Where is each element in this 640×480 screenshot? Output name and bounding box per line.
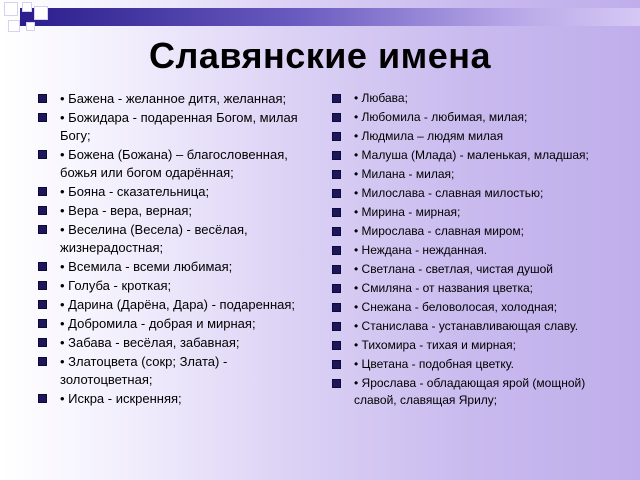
square-bullet-icon [38,150,47,159]
left-name-list [38,90,308,409]
square-bullet-icon [332,189,341,198]
list-item-text: • Бояна - сказательница; [60,184,210,199]
list-item [332,242,622,259]
list-item-text: • Всемила - всеми любимая; [60,259,233,274]
decor-square-icon [22,2,32,12]
list-item-text: • Божена (Божана) – благословенная, божья или богом одарённая; [60,147,288,180]
list-item-text: • Мирина - мирная; [354,205,461,219]
list-item-text: • Цветана - подобная цветку. [354,357,514,371]
square-bullet-icon [38,394,47,403]
square-bullet-icon [38,94,47,103]
list-item [332,223,622,240]
list-item-text: • Мирослава - славная миром; [354,224,524,238]
list-item-text: • Голуба - кроткая; [60,278,172,293]
list-item [38,277,308,295]
list-item [332,90,622,107]
list-item-text: • Искра - искренняя; [60,391,182,406]
square-bullet-icon [38,262,47,271]
list-item-text: • Станислава - устанавливающая славу. [354,319,579,333]
square-bullet-icon [38,113,47,122]
list-item [332,109,622,126]
list-item [38,334,308,352]
square-bullet-icon [332,151,341,160]
list-item [38,221,308,257]
list-item [332,375,622,409]
list-item [332,261,622,278]
list-item-text: • Малуша (Млада) - маленькая, младшая; [354,148,589,162]
list-item-text: • Снежана - беловолосая, холодная; [354,300,558,314]
list-item-text: • Добромила - добрая и мирная; [60,316,256,331]
decor-square-icon [26,22,35,31]
list-item-text: • Милана - милая; [354,167,455,181]
square-bullet-icon [38,281,47,290]
list-item-text: • Тихомира - тихая и мирная; [354,338,516,352]
list-item [38,146,308,182]
list-item [332,128,622,145]
list-item [38,296,308,314]
list-item-text: • Неждана - нежданная. [354,243,488,257]
decor-square-icon [8,20,20,32]
list-item-text: • Смиляна - от названия цветка; [354,281,534,295]
list-item [38,390,308,408]
list-item-text: • Людмила – людям милая [354,129,504,143]
list-item-text: • Божидара - подаренная Богом, милая Богу; [60,110,298,143]
square-bullet-icon [332,379,341,388]
square-bullet-icon [38,187,47,196]
square-bullet-icon [38,357,47,366]
square-bullet-icon [332,208,341,217]
decor-square-icon [34,6,48,20]
list-item-text: • Ярослава - обладающая ярой (мощной) славой, славящая Ярилу; [354,376,586,407]
list-item-text: • Златоцвета (сокр; Злата) - золотоцветная; [60,354,228,387]
square-bullet-icon [332,265,341,274]
list-item-text: • Любава; [354,91,408,105]
square-bullet-icon [38,338,47,347]
square-bullet-icon [332,322,341,331]
slide-title: Славянские имена [148,35,492,76]
list-item [38,202,308,220]
list-item [332,337,622,354]
list-item [38,90,308,108]
list-item-text: • Вера - вера, верная; [60,203,193,218]
list-item [38,109,308,145]
square-bullet-icon [332,341,341,350]
header-decoration [0,0,640,40]
header-gradient-bar [20,8,640,26]
square-bullet-icon [332,284,341,293]
list-item [332,356,622,373]
list-item [38,315,308,333]
list-item [332,204,622,221]
square-bullet-icon [332,113,341,122]
square-bullet-icon [332,170,341,179]
square-bullet-icon [332,360,341,369]
square-bullet-icon [38,225,47,234]
list-item-text: • Светлана - светлая, чистая душой [354,262,554,276]
list-item-text: • Дарина (Дарёна, Дара) - подаренная; [60,297,296,312]
list-item-text: • Веселина (Весела) - весёлая, жизнерадостная; [60,222,248,255]
list-item [332,185,622,202]
list-item [332,318,622,335]
list-item [332,147,622,164]
square-bullet-icon [332,94,341,103]
decor-square-icon [4,2,18,16]
square-bullet-icon [332,132,341,141]
square-bullet-icon [332,227,341,236]
right-name-list [332,90,622,411]
list-item [332,280,622,297]
square-bullet-icon [38,319,47,328]
list-item [332,166,622,183]
list-item [38,353,308,389]
list-item-text: • Любомила - любимая, милая; [354,110,528,124]
list-item [332,299,622,316]
list-item [38,183,308,201]
square-bullet-icon [332,246,341,255]
square-bullet-icon [332,303,341,312]
list-item [38,258,308,276]
list-item-text: • Забава - весёлая, забавная; [60,335,240,350]
square-bullet-icon [38,206,47,215]
list-item-text: • Бажена - желанное дитя, желанная; [60,91,287,106]
square-bullet-icon [38,300,47,309]
list-item-text: • Милослава - славная милостью; [354,186,544,200]
